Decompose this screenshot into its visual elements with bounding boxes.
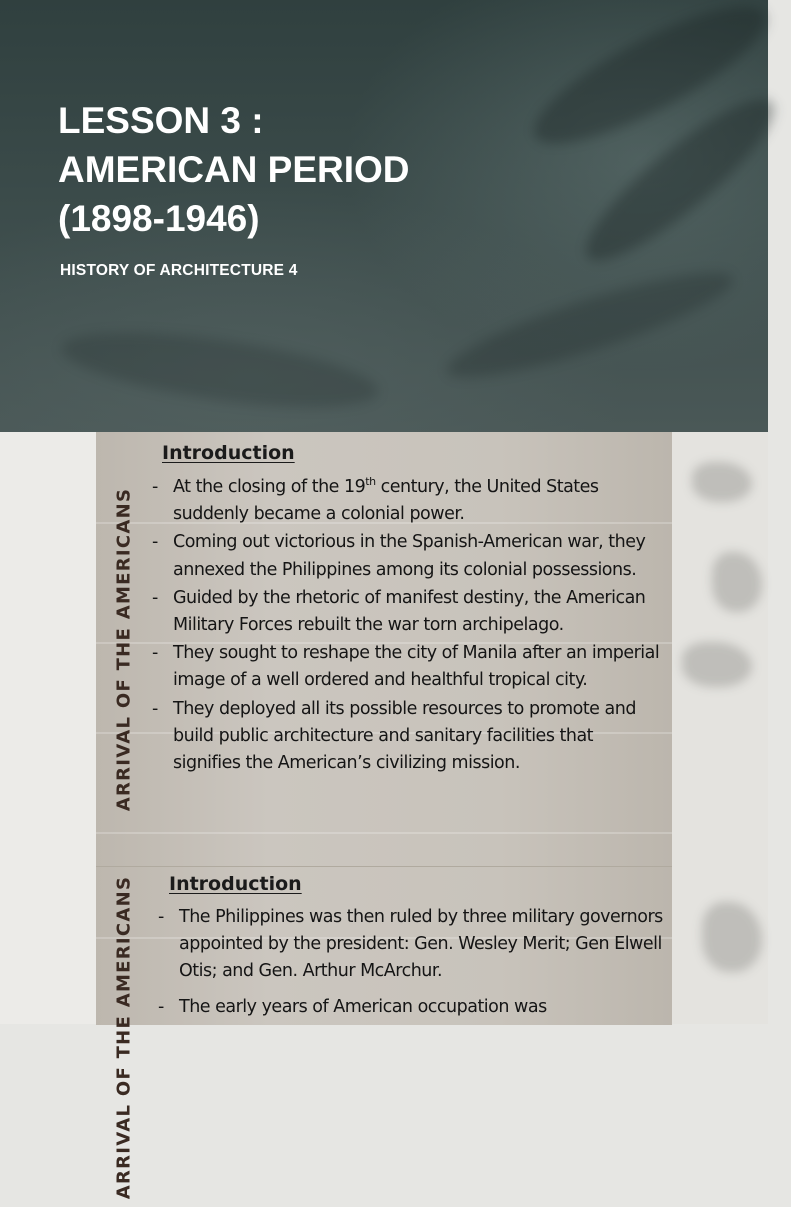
section-label-text: ARRIVAL OF THE AMERICANS xyxy=(113,487,135,811)
bullet-list xyxy=(158,904,668,1029)
bullet-list xyxy=(152,474,664,778)
bullet-item: - They sought to reshape the city of Manila after an imperial image of a well ordered and healthful tropical city. xyxy=(152,640,664,694)
bullet-marker: - xyxy=(152,698,158,719)
right-margin-decoration xyxy=(672,432,768,1024)
bullet-item: - At the closing of the 19th century, the United States suddenly became a colonial power. xyxy=(152,475,599,525)
bullet-marker: - xyxy=(152,587,158,608)
leaf-shadow xyxy=(692,462,752,502)
bullet-marker: - xyxy=(158,996,164,1017)
course-subtitle: HISTORY OF ARCHITECTURE 4 xyxy=(60,262,298,279)
content-slide-2 xyxy=(96,866,672,1199)
bullet-item: - Guided by the rhetoric of manifest destiny, the American Military Forces rebuilt the war torn archipelago. xyxy=(152,585,664,639)
leaf-shadow xyxy=(702,902,762,972)
lesson-title xyxy=(58,96,410,243)
title-line: LESSON 3 : xyxy=(58,100,264,141)
title-slide xyxy=(0,0,768,432)
slide-texture xyxy=(96,832,672,834)
leaf-shadow xyxy=(682,642,752,687)
slide-heading: Introduction xyxy=(169,873,302,895)
section-label-text: ARRIVAL OF THE AMERICANS xyxy=(113,875,135,1199)
bullet-item: - The Philippines was then ruled by three military governors appointed by the president: Gen. Wesley Merit; Gen Elwell Otis; and Gen. Arthur McArchur. xyxy=(158,904,668,986)
bullet-item: - Coming out victorious in the Spanish-American war, they annexed the Philippines among its colonial possessions. xyxy=(152,529,664,583)
title-line: (1898-1946) xyxy=(58,198,260,239)
bullet-item: - They deployed all its possible resources to promote and build public architecture and sanitary facilities that signifies the American’s civilizing mission. xyxy=(152,696,664,778)
vertical-section-label xyxy=(104,432,144,866)
left-margin-decoration xyxy=(0,432,96,1024)
bullet-marker: - xyxy=(152,477,158,497)
bullet-marker: - xyxy=(158,907,164,927)
slide-heading: Introduction xyxy=(162,442,295,464)
leaf-shadow xyxy=(440,255,741,395)
title-line: AMERICAN PERIOD xyxy=(58,149,410,190)
content-slide-1 xyxy=(96,432,672,866)
leaf-shadow xyxy=(712,552,762,612)
bullet-item: - The early years of American occupation was xyxy=(158,994,668,1021)
bullet-marker: - xyxy=(152,532,158,553)
leaf-shadow xyxy=(57,318,382,422)
bullet-marker: - xyxy=(152,643,158,664)
vertical-section-label xyxy=(104,867,144,1207)
